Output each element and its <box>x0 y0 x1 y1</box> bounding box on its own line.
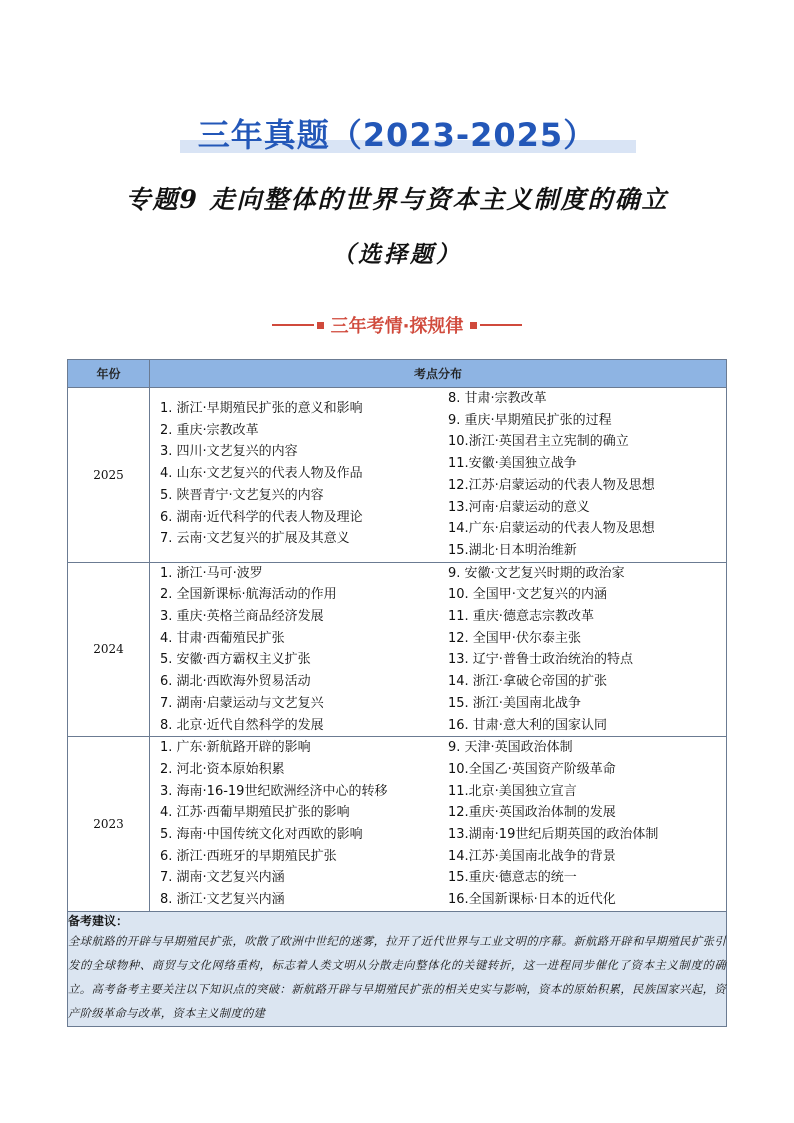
list-item: 14.江苏·美国南北战争的背景 <box>448 848 616 864</box>
points-cell <box>150 737 727 912</box>
list-item: 16.全国新课标·日本的近代化 <box>448 892 616 908</box>
list-item: 3. 重庆·英格兰商品经济发展 <box>160 609 324 625</box>
advice-title: 备考建议： <box>68 913 129 928</box>
list-item: 12. 全国甲·伏尔泰主张 <box>448 630 581 646</box>
list-item: 8. 甘肃·宗教改革 <box>448 391 547 406</box>
list-item: 9. 安徽·文艺复兴时期的政治家 <box>448 565 625 581</box>
right-square-icon <box>470 322 477 329</box>
list-item: 6. 浙江·西班牙的早期殖民扩张 <box>160 848 337 864</box>
subject-title: 专题9 走向整体的世界与资本主义制度的确立 <box>125 185 669 214</box>
right-column <box>438 737 726 911</box>
list-item: 7. 湖南·启蒙运动与文艺复兴 <box>160 695 324 711</box>
list-item: 16. 甘肃·意大利的国家认同 <box>448 717 607 733</box>
left-rule <box>272 324 314 326</box>
main-title: 三年真题（2023-2025） <box>197 116 597 154</box>
title-wrap <box>0 110 794 156</box>
list-item: 2. 重庆·宗教改革 <box>160 422 259 438</box>
list-item: 11.安徽·美国独立战争 <box>448 456 577 472</box>
points-cell <box>150 562 727 737</box>
list-item: 15. 浙江·美国南北战争 <box>448 695 581 711</box>
header-year: 年份 <box>68 360 150 388</box>
list-item: 13.河南·启蒙运动的意义 <box>448 499 590 515</box>
left-square-icon <box>317 322 324 329</box>
table-row <box>68 562 727 737</box>
list-item: 2. 全国新课标·航海活动的作用 <box>160 587 337 603</box>
list-item: 8. 北京·近代自然科学的发展 <box>160 717 324 733</box>
section-title: 三年考情·探规律 <box>330 316 464 337</box>
list-item: 15.重庆·德意志的统一 <box>448 870 577 886</box>
list-item: 1. 广东·新航路开辟的影响 <box>160 740 311 756</box>
year-cell: 2023 <box>68 737 150 912</box>
list-item: 13.湖南·19世纪后期英国的政治体制 <box>448 827 659 843</box>
list-item: 10.全国乙·英国资产阶级革命 <box>448 761 616 777</box>
section-heading <box>0 312 794 338</box>
list-item: 7. 云南·文艺复兴的扩展及其意义 <box>160 531 350 547</box>
table-row <box>68 737 727 912</box>
year-cell: 2024 <box>68 562 150 737</box>
list-item: 6. 湖北·西欧海外贸易活动 <box>160 674 311 690</box>
list-item: 3. 海南·16-19世纪欧洲经济中心的转移 <box>160 783 388 799</box>
table-row <box>68 388 727 563</box>
list-item: 6. 湖南·近代科学的代表人物及理论 <box>160 509 363 525</box>
advice-cell <box>68 911 727 1026</box>
right-column <box>438 563 726 737</box>
question-type: （选择题） <box>332 241 462 268</box>
advice-body: 全球航路的开辟与早期殖民扩张，吹散了欧洲中世纪的迷雾，拉开了近代世界与工业文明的序幕。新航路开辟和早期殖民扩张引发的全球物种、商贸与文化网络重构，标志着人类文明从分散走向整体化的关键转折，这一进程同步催化了资本主义制度的确立。高考备考主要关注以下知识点的突破：新航路开辟与早期殖民扩张的相关史实与影响，资本的原始积累，民族国家兴起，资产阶级革命与改革，资本主义制度的建 <box>68 934 726 1020</box>
list-item: 3. 四川·文艺复兴的内容 <box>160 444 298 460</box>
list-item: 11. 重庆·德意志宗教改革 <box>448 609 594 625</box>
header-points: 考点分布 <box>150 360 727 388</box>
list-item: 12.江苏·启蒙运动的代表人物及思想 <box>448 477 655 493</box>
list-item: 14.广东·启蒙运动的代表人物及思想 <box>448 521 655 537</box>
list-item: 1. 浙江·早期殖民扩张的意义和影响 <box>160 401 363 416</box>
list-item: 9. 天津·英国政治体制 <box>448 740 573 756</box>
list-item: 14. 浙江·拿破仑帝国的扩张 <box>448 674 607 690</box>
list-item: 1. 浙江·马可·波罗 <box>160 565 263 581</box>
year-cell: 2025 <box>68 388 150 563</box>
left-column <box>150 388 438 562</box>
left-column <box>150 563 438 737</box>
list-item: 13. 辽宁·普鲁士政治统治的特点 <box>448 652 633 668</box>
list-item: 4. 江苏·西葡早期殖民扩张的影响 <box>160 805 350 821</box>
list-item: 5. 陕晋青宁·文艺复兴的内容 <box>160 487 324 503</box>
right-column <box>438 388 726 562</box>
list-item: 7. 湖南·文艺复兴内涵 <box>160 870 285 886</box>
list-item: 10.浙江·英国君主立宪制的确立 <box>448 434 629 450</box>
list-item: 8. 浙江·文艺复兴内涵 <box>160 892 285 908</box>
list-item: 2. 河北·资本原始积累 <box>160 761 285 777</box>
list-item: 11.北京·美国独立宣言 <box>448 783 577 799</box>
points-cell <box>150 388 727 563</box>
list-item: 15.湖北·日本明治维新 <box>448 542 577 558</box>
list-item: 5. 海南·中国传统文化对西欧的影响 <box>160 827 363 843</box>
advice-row <box>68 911 727 1026</box>
list-item: 5. 安徽·西方霸权主义扩张 <box>160 652 311 668</box>
list-item: 9. 重庆·早期殖民扩张的过程 <box>448 412 612 428</box>
list-item: 4. 山东·文艺复兴的代表人物及作品 <box>160 466 363 482</box>
exam-points-table <box>67 359 727 1027</box>
table-header-row <box>68 360 727 388</box>
left-column <box>150 737 438 911</box>
list-item: 4. 甘肃·西葡殖民扩张 <box>160 630 285 646</box>
list-item: 10. 全国甲·文艺复兴的内涵 <box>448 587 607 603</box>
list-item: 12.重庆·英国政治体制的发展 <box>448 805 616 821</box>
right-rule <box>480 324 522 326</box>
